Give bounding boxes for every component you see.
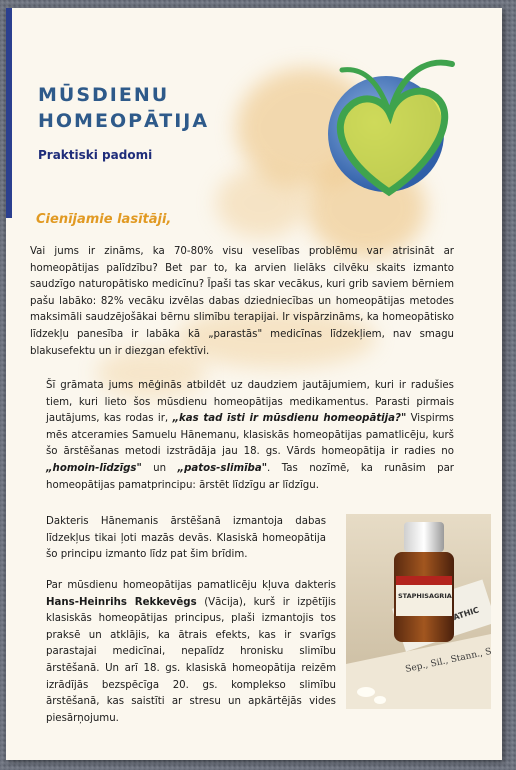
page-subtitle: Praktiski padomi: [38, 148, 153, 162]
text-segment: un: [141, 462, 178, 474]
book-page: [6, 8, 502, 760]
reckeweg-paragraph: [46, 578, 336, 727]
title-line-1: MŪSDIENU: [38, 84, 170, 106]
text-segment: (Vācija), kurš ir izpētījis klasiskās homeopātijas principus, plaši izmantojis tos praksē un atklājis, ka ātrais efekts, kas ir svarīgs parastajai medicīnai, nepalīdz hronisku slimību ārstēšanā. Un arī 18. gs. klasiskā homeopātija reizēm izrādījās bezspēcīga 20. gs. kompleksо slimību ārstēšanā, kas saistīti ar stresu un apkārtējās vides piesārņojumu.: [46, 596, 336, 724]
page-title: [38, 82, 209, 134]
greeting-heading: Cienījamie lasītāji,: [36, 212, 172, 227]
text-segment: Vispirms mēs atceramies Samuelu Hānemanu, klasiskās homeopātijas pamatlicēju, kurš šo ārstēšanas metodi izstrādāja jau 18. gs. Vārds homeopātija ir radies no: [46, 413, 454, 458]
bottle-photo-illustration: [346, 514, 491, 709]
text-segment: Šī grāmata jums mēģinās atbildēt uz daudziem jautājumiem, kuri ir radušies tiem, kuri lieto šos mūsdienu homeopātijas medikamentus. Parasti pirmais jautājums, kas rodas ir,: [46, 380, 454, 425]
watercolor-splash: [216, 168, 306, 238]
founder-name: Hans-Heinrihs Rekkevēgs: [46, 596, 197, 608]
text-segment: . Tas nozīmē, ka runāsim par homeopātijas pamatprincipu: ārstēt līdzīgu ar līdzīgu.: [46, 462, 454, 491]
heart-globe-logo-icon: [324, 52, 464, 212]
intro-paragraph: Vai jums ir zināms, ka 70-80% visu veselības problēmu var atrisināt ar homeopātijas palīdzību? Bet par to, ka arvien lielāks cilvēku skaits izmanto saudzīgo naturopātisko medicīnu? Īpaši tas skar vecākus, kuri grib saviem bērniem pašu labāko: 82% vecāku izvēlas dabas dziedniecības un homeopātijas metodes maksimāli saudzējošākai bērnu slimību terapijai. Ir vispārzināms, ka homeopātisko līdzekļu panesība ir labāka kā „parastās" medicīnas līdzekļiem, nav smagu blakusefektu un ir diezgan efektīvi.: [30, 246, 454, 357]
bottle-label: STAPHISAGRIA: [398, 592, 452, 600]
emphasis-patos: „patos-slimība": [177, 462, 268, 474]
page-edge-strip: [6, 8, 12, 218]
book-purpose-paragraph: [46, 378, 454, 494]
emphasis-question: „kas tad īsti ir mūsdienu homeopātija?": [172, 413, 407, 425]
hahnemann-paragraph: Dakteris Hānemanis ārstēšanā izmantoja dabas līdzekļus tikai ļoti mazās devās. Klasiskā homeopātija šo principu izmanto līdz pat šim brīdim.: [46, 516, 326, 561]
homeopathy-bottle-photo: [346, 514, 491, 709]
title-line-2: HOMEOPĀTIJA: [38, 110, 210, 132]
emphasis-homoin: „homoin-līdzīgs": [46, 462, 142, 474]
text-segment: Par mūsdienu homeopātijas pamatlicēju kļuva dakteris: [46, 580, 336, 591]
